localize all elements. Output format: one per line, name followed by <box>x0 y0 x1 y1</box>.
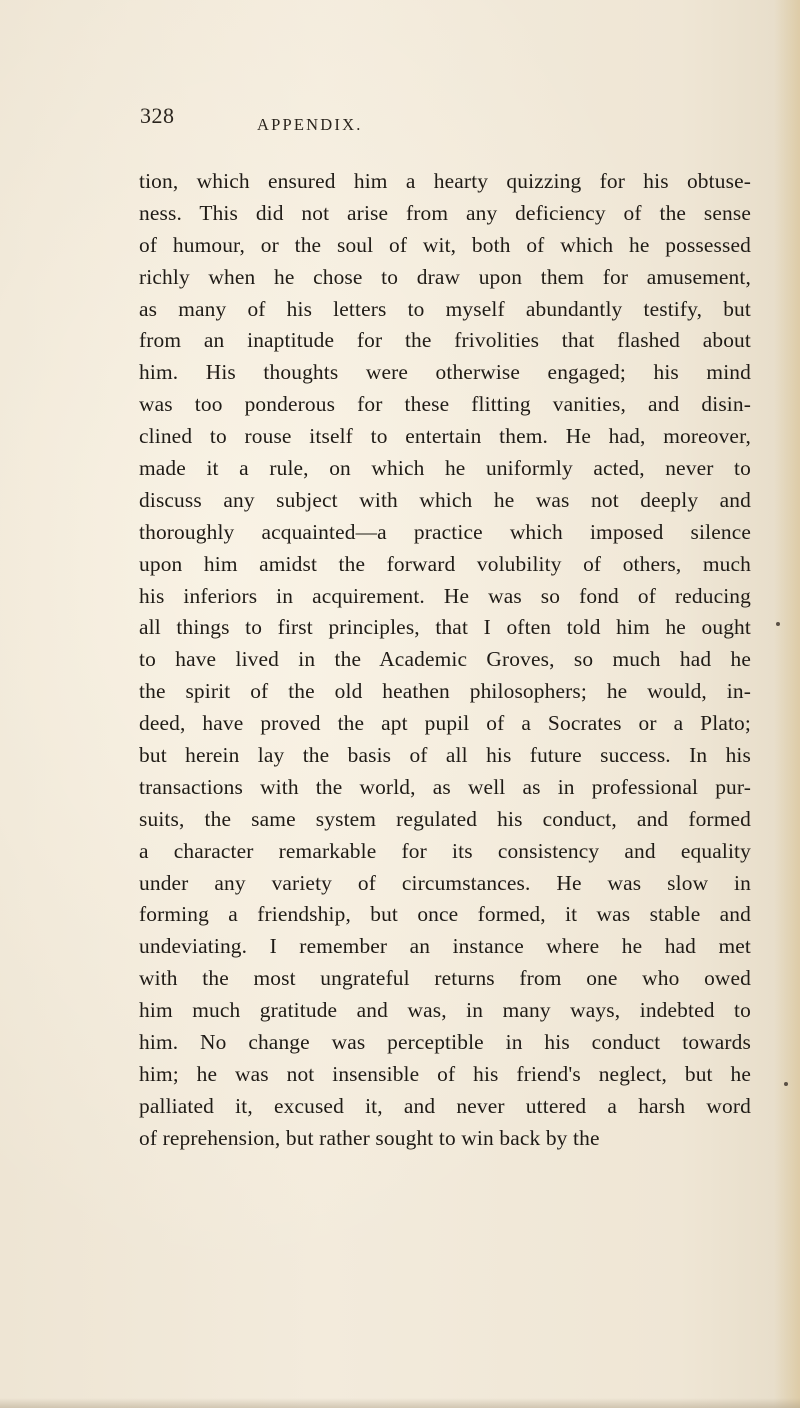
text-line: thoroughly acquainted—a practice which imposed silence <box>139 519 751 544</box>
text-line: but herein lay the basis of all his future success. In his <box>139 743 751 768</box>
page-edge-shadow <box>774 0 800 1408</box>
text-line: undeviating. I remember an instance where he had met <box>139 934 751 959</box>
text-line: as many of his letters to myself abundantly testify, but <box>139 296 751 321</box>
running-head: APPENDIX. <box>257 115 363 134</box>
text-line: was too ponderous for these flitting vanities, and disin- <box>139 392 751 417</box>
page-number: 328 <box>140 103 175 128</box>
text-line: of reprehension, but rather sought to win back by the <box>139 1125 600 1150</box>
text-line: all things to first principles, that I often told him he ought <box>139 615 751 640</box>
paper-speck <box>784 1082 788 1086</box>
text-line: under any variety of circumstances. He was slow in <box>139 870 751 895</box>
text-line: a character remarkable for its consistency and equality <box>139 838 751 863</box>
text-line: upon him amidst the forward volubility of others, much <box>139 551 751 576</box>
text-line: deed, have proved the apt pupil of a Socrates or a Plato; <box>139 711 751 736</box>
text-line: him; he was not insensible of his friend's neglect, but he <box>139 1061 751 1086</box>
text-line: the spirit of the old heathen philosophers; he would, in- <box>139 679 751 704</box>
text-line: clined to rouse itself to entertain them. He had, moreover, <box>139 424 751 449</box>
page-bottom-shade <box>0 1398 800 1408</box>
text-line: suits, the same system regulated his conduct, and formed <box>139 806 751 831</box>
text-line: forming a friendship, but once formed, it was stable and <box>139 902 751 927</box>
text-line: transactions with the world, as well as in professional pur- <box>139 774 751 799</box>
text-line: made it a rule, on which he uniformly acted, never to <box>139 456 751 481</box>
text-line: of humour, or the soul of wit, both of which he possessed <box>139 232 751 257</box>
text-line: from an inaptitude for the frivolities that flashed about <box>139 328 751 353</box>
body-text <box>139 166 751 1155</box>
text-line: to have lived in the Academic Groves, so much had he <box>139 647 751 672</box>
text-line: his inferiors in acquirement. He was so fond of reducing <box>139 583 751 608</box>
text-line: ness. This did not arise from any deficiency of the sense <box>139 200 751 225</box>
paper-speck <box>776 622 780 626</box>
page-header <box>0 103 800 139</box>
text-line: tion, which ensured him a hearty quizzing for his obtuse- <box>139 169 751 193</box>
text-line: palliated it, excused it, and never uttered a harsh word <box>139 1093 751 1118</box>
text-line: him. His thoughts were otherwise engaged; his mind <box>139 360 751 385</box>
text-line: him much gratitude and was, in many ways, indebted to <box>139 998 751 1023</box>
text-line: with the most ungrateful returns from one who owed <box>139 966 751 991</box>
text-line: discuss any subject with which he was not deeply and <box>139 487 751 512</box>
text-line: richly when he chose to draw upon them for amusement, <box>139 264 751 289</box>
text-line: him. No change was perceptible in his conduct towards <box>139 1030 751 1055</box>
